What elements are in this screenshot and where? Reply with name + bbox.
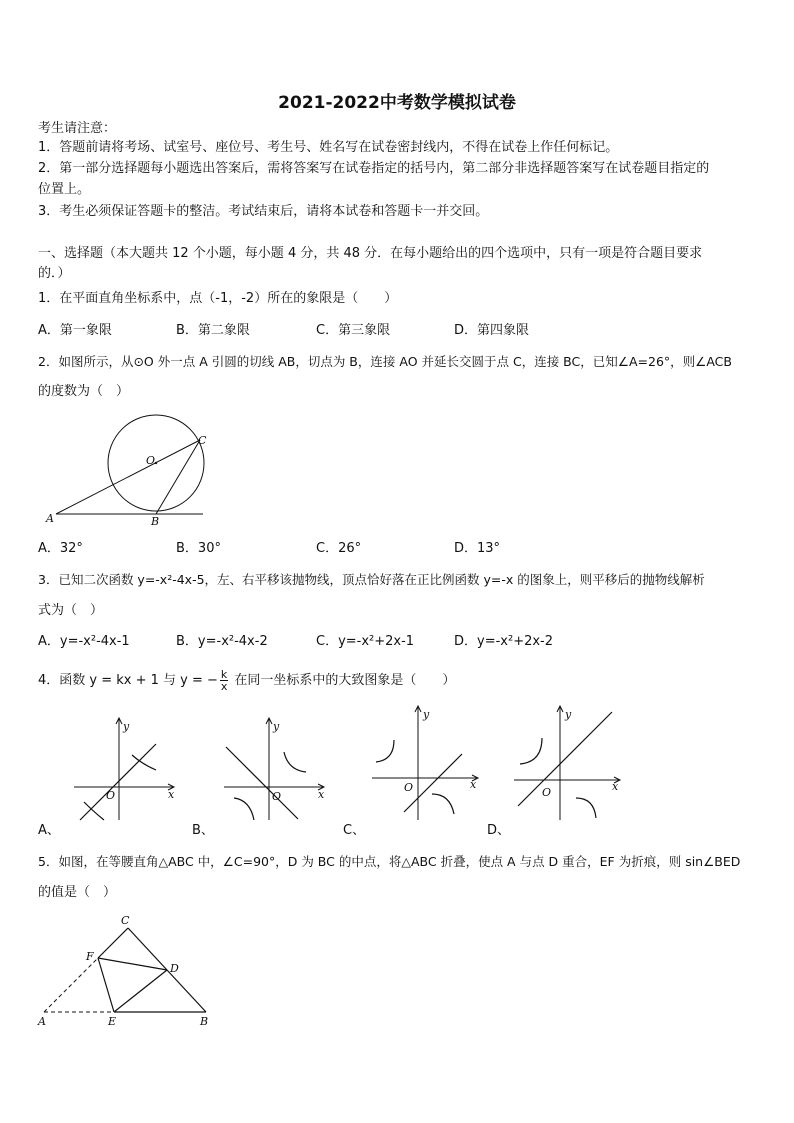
q5-label-a: A xyxy=(38,1015,46,1028)
q4a-hyperbola-upper xyxy=(132,755,156,770)
q5-stem: 5．如图，在等腰直角△ABC 中，∠C=90°，D 为 BC 的中点，将△ABC 折叠，使点 A 与点 D 重合，EF 为折痕，则 sin∠BED xyxy=(38,854,741,869)
q4-stem xyxy=(38,669,455,692)
q2-option-b: B．30° xyxy=(176,541,221,556)
q4b-y-label: y xyxy=(273,720,280,733)
q4d-hyperbola-upper xyxy=(520,738,542,764)
q2-option-c: C．26° xyxy=(316,541,362,556)
q4b-hyperbola-lower xyxy=(234,798,254,820)
q4-option-a: A、 xyxy=(38,823,60,838)
q1-option-c: C．第三象限 xyxy=(316,323,391,338)
section-heading-cont: 的．） xyxy=(38,266,71,281)
q3-option-c: C．y=-x²+2x-1 xyxy=(316,634,415,649)
q3-stem-cont: 式为（ ） xyxy=(38,603,104,618)
q4-stem-part1: 4．函数 y = kx + 1 与 y = − xyxy=(38,673,218,688)
q4-option-b: B、 xyxy=(192,823,214,838)
q4c-hyperbola-lower xyxy=(432,794,454,814)
q2-label-c: C xyxy=(198,434,207,447)
q3-option-a: A．y=-x²-4x-1 xyxy=(38,634,130,649)
q5-label-e: E xyxy=(108,1015,117,1028)
q1-option-b: B．第二象限 xyxy=(176,323,250,338)
q4a-origin-label: O xyxy=(106,789,116,802)
q4-fraction-numerator: k xyxy=(220,668,228,681)
q2-stem: 2．如图所示，从⊙O 外一点 A 引圆的切线 AB，切点为 B，连接 AO 并延长交圆于点 C，连接 BC，已知∠A=26°，则∠ACB xyxy=(38,354,732,369)
q4-stem-part2: 在同一坐标系中的大致图象是（ ） xyxy=(230,673,456,688)
q5-segment-ed xyxy=(114,970,167,1012)
notice-item-1: 1．答题前请将考场、试室号、座位号、考生号、姓名写在试卷密封线内，不得在试卷上作任何标记。 xyxy=(38,140,619,155)
q5-label-b: B xyxy=(200,1015,209,1028)
q4b-hyperbola-upper xyxy=(284,752,306,772)
q4c-y-label: y xyxy=(423,708,430,721)
q4c-hyperbola-upper xyxy=(376,740,394,762)
q2-center-dot xyxy=(155,462,157,464)
q1-option-d: D．第四象限 xyxy=(454,323,530,338)
q2-option-d: D．13° xyxy=(454,541,501,556)
q4d-origin-label: O xyxy=(542,786,552,799)
q5-label-f: F xyxy=(86,950,94,963)
q4a-y-label: y xyxy=(123,720,130,733)
q1-option-a: A．第一象限 xyxy=(38,323,112,338)
q1-stem: 1．在平面直角坐标系中，点（-1，-2）所在的象限是（ ） xyxy=(38,291,398,306)
q3-option-b: B．y=-x²-4x-2 xyxy=(176,634,268,649)
q4b-line xyxy=(226,747,298,819)
q4d-line xyxy=(518,712,612,806)
q4-graph-a xyxy=(66,712,178,824)
q4-option-c: C、 xyxy=(343,823,366,838)
q5-fold-ef xyxy=(98,958,114,1012)
q4-graph-d xyxy=(508,702,628,824)
q4c-origin-label: O xyxy=(404,781,414,794)
q4-fraction xyxy=(220,669,228,692)
q4d-x-label: x xyxy=(612,780,619,793)
q4-option-d: D、 xyxy=(487,823,511,838)
q4-fraction-denominator: x xyxy=(220,680,228,693)
page-title: 2021-2022中考数学模拟试卷 xyxy=(278,93,516,113)
q2-option-a: A．32° xyxy=(38,541,83,556)
q5-side-cf xyxy=(98,928,128,958)
q4b-origin-label: O xyxy=(272,790,282,803)
q5-figure xyxy=(36,910,216,1032)
q4d-hyperbola-lower xyxy=(576,798,596,818)
q2-figure xyxy=(38,410,218,530)
q4a-hyperbola-lower xyxy=(84,802,104,820)
q5-segment-fd xyxy=(98,958,167,970)
q4-graph-c xyxy=(366,702,486,824)
notice-heading: 考生请注意： xyxy=(38,121,117,136)
q4-graph-b xyxy=(216,712,328,824)
notice-item-2-cont: 位置上。 xyxy=(38,182,91,197)
q5-dashed-af xyxy=(44,958,98,1012)
q2-label-a: A xyxy=(46,512,54,525)
q4a-x-label: x xyxy=(168,788,175,801)
notice-item-2: 2．第一部分选择题每小题选出答案后，需将答案写在试卷指定的括号内，第二部分非选择题答案写在试卷题目指定的 xyxy=(38,161,710,176)
q5-stem-cont: 的值是（ ） xyxy=(38,885,117,900)
q4c-x-label: x xyxy=(470,778,477,791)
q3-option-d: D．y=-x²+2x-2 xyxy=(454,634,554,649)
q4b-x-label: x xyxy=(318,788,325,801)
q5-label-d: D xyxy=(170,962,179,975)
q3-stem: 3．已知二次函数 y=-x²-4x-5，左、右平移该抛物线，顶点恰好落在正比例函数 y=-x 的图象上，则平移后的抛物线解析 xyxy=(38,572,705,587)
notice-item-3: 3．考生必须保证答题卡的整洁。考试结束后，请将本试卷和答题卡一并交回。 xyxy=(38,204,489,219)
q5-label-c: C xyxy=(121,914,130,927)
q2-label-b: B xyxy=(151,515,160,528)
q2-stem-cont: 的度数为（ ） xyxy=(38,384,130,399)
q4d-y-label: y xyxy=(565,708,572,721)
q2-label-o: O xyxy=(146,454,156,467)
section-heading: 一、选择题（本大题共 12 个小题，每小题 4 分，共 48 分．在每小题给出的四个选项中，只有一项是符合题目要求 xyxy=(38,246,703,261)
